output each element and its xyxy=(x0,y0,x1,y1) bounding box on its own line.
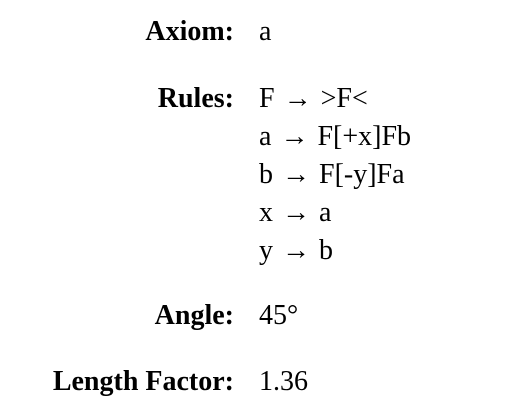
rule-row xyxy=(259,118,411,156)
rule-arrow: → xyxy=(282,197,310,228)
rule-arrow: → xyxy=(283,83,312,114)
rule-rhs: F[+x]Fb xyxy=(317,121,412,152)
axiom-value: a xyxy=(259,16,272,47)
rule-lhs: b xyxy=(259,159,273,190)
length-factor-value: 1.36 xyxy=(259,366,308,397)
axiom-label: Axiom: xyxy=(145,16,234,47)
rule-arrow: → xyxy=(282,235,310,266)
length-factor-label: Length Factor: xyxy=(52,366,234,397)
angle-label: Angle: xyxy=(154,300,234,331)
rule-arrow: → xyxy=(282,159,310,190)
rule-row xyxy=(259,194,331,232)
rule-rhs: >F< xyxy=(320,83,368,114)
rule-lhs: y xyxy=(259,235,273,266)
rule-row xyxy=(259,232,333,270)
rule-rhs: b xyxy=(319,235,333,266)
rule-lhs: a xyxy=(259,121,272,152)
rule-lhs: x xyxy=(259,197,273,228)
rule-rhs: a xyxy=(319,197,332,228)
rule-lhs: F xyxy=(259,83,275,114)
rule-row xyxy=(259,156,405,194)
rule-rhs: F[-y]Fa xyxy=(319,159,405,190)
rules-label: Rules: xyxy=(157,83,234,114)
rule-arrow: → xyxy=(280,121,309,152)
angle-value: 45° xyxy=(259,300,299,331)
rule-row xyxy=(259,80,368,118)
